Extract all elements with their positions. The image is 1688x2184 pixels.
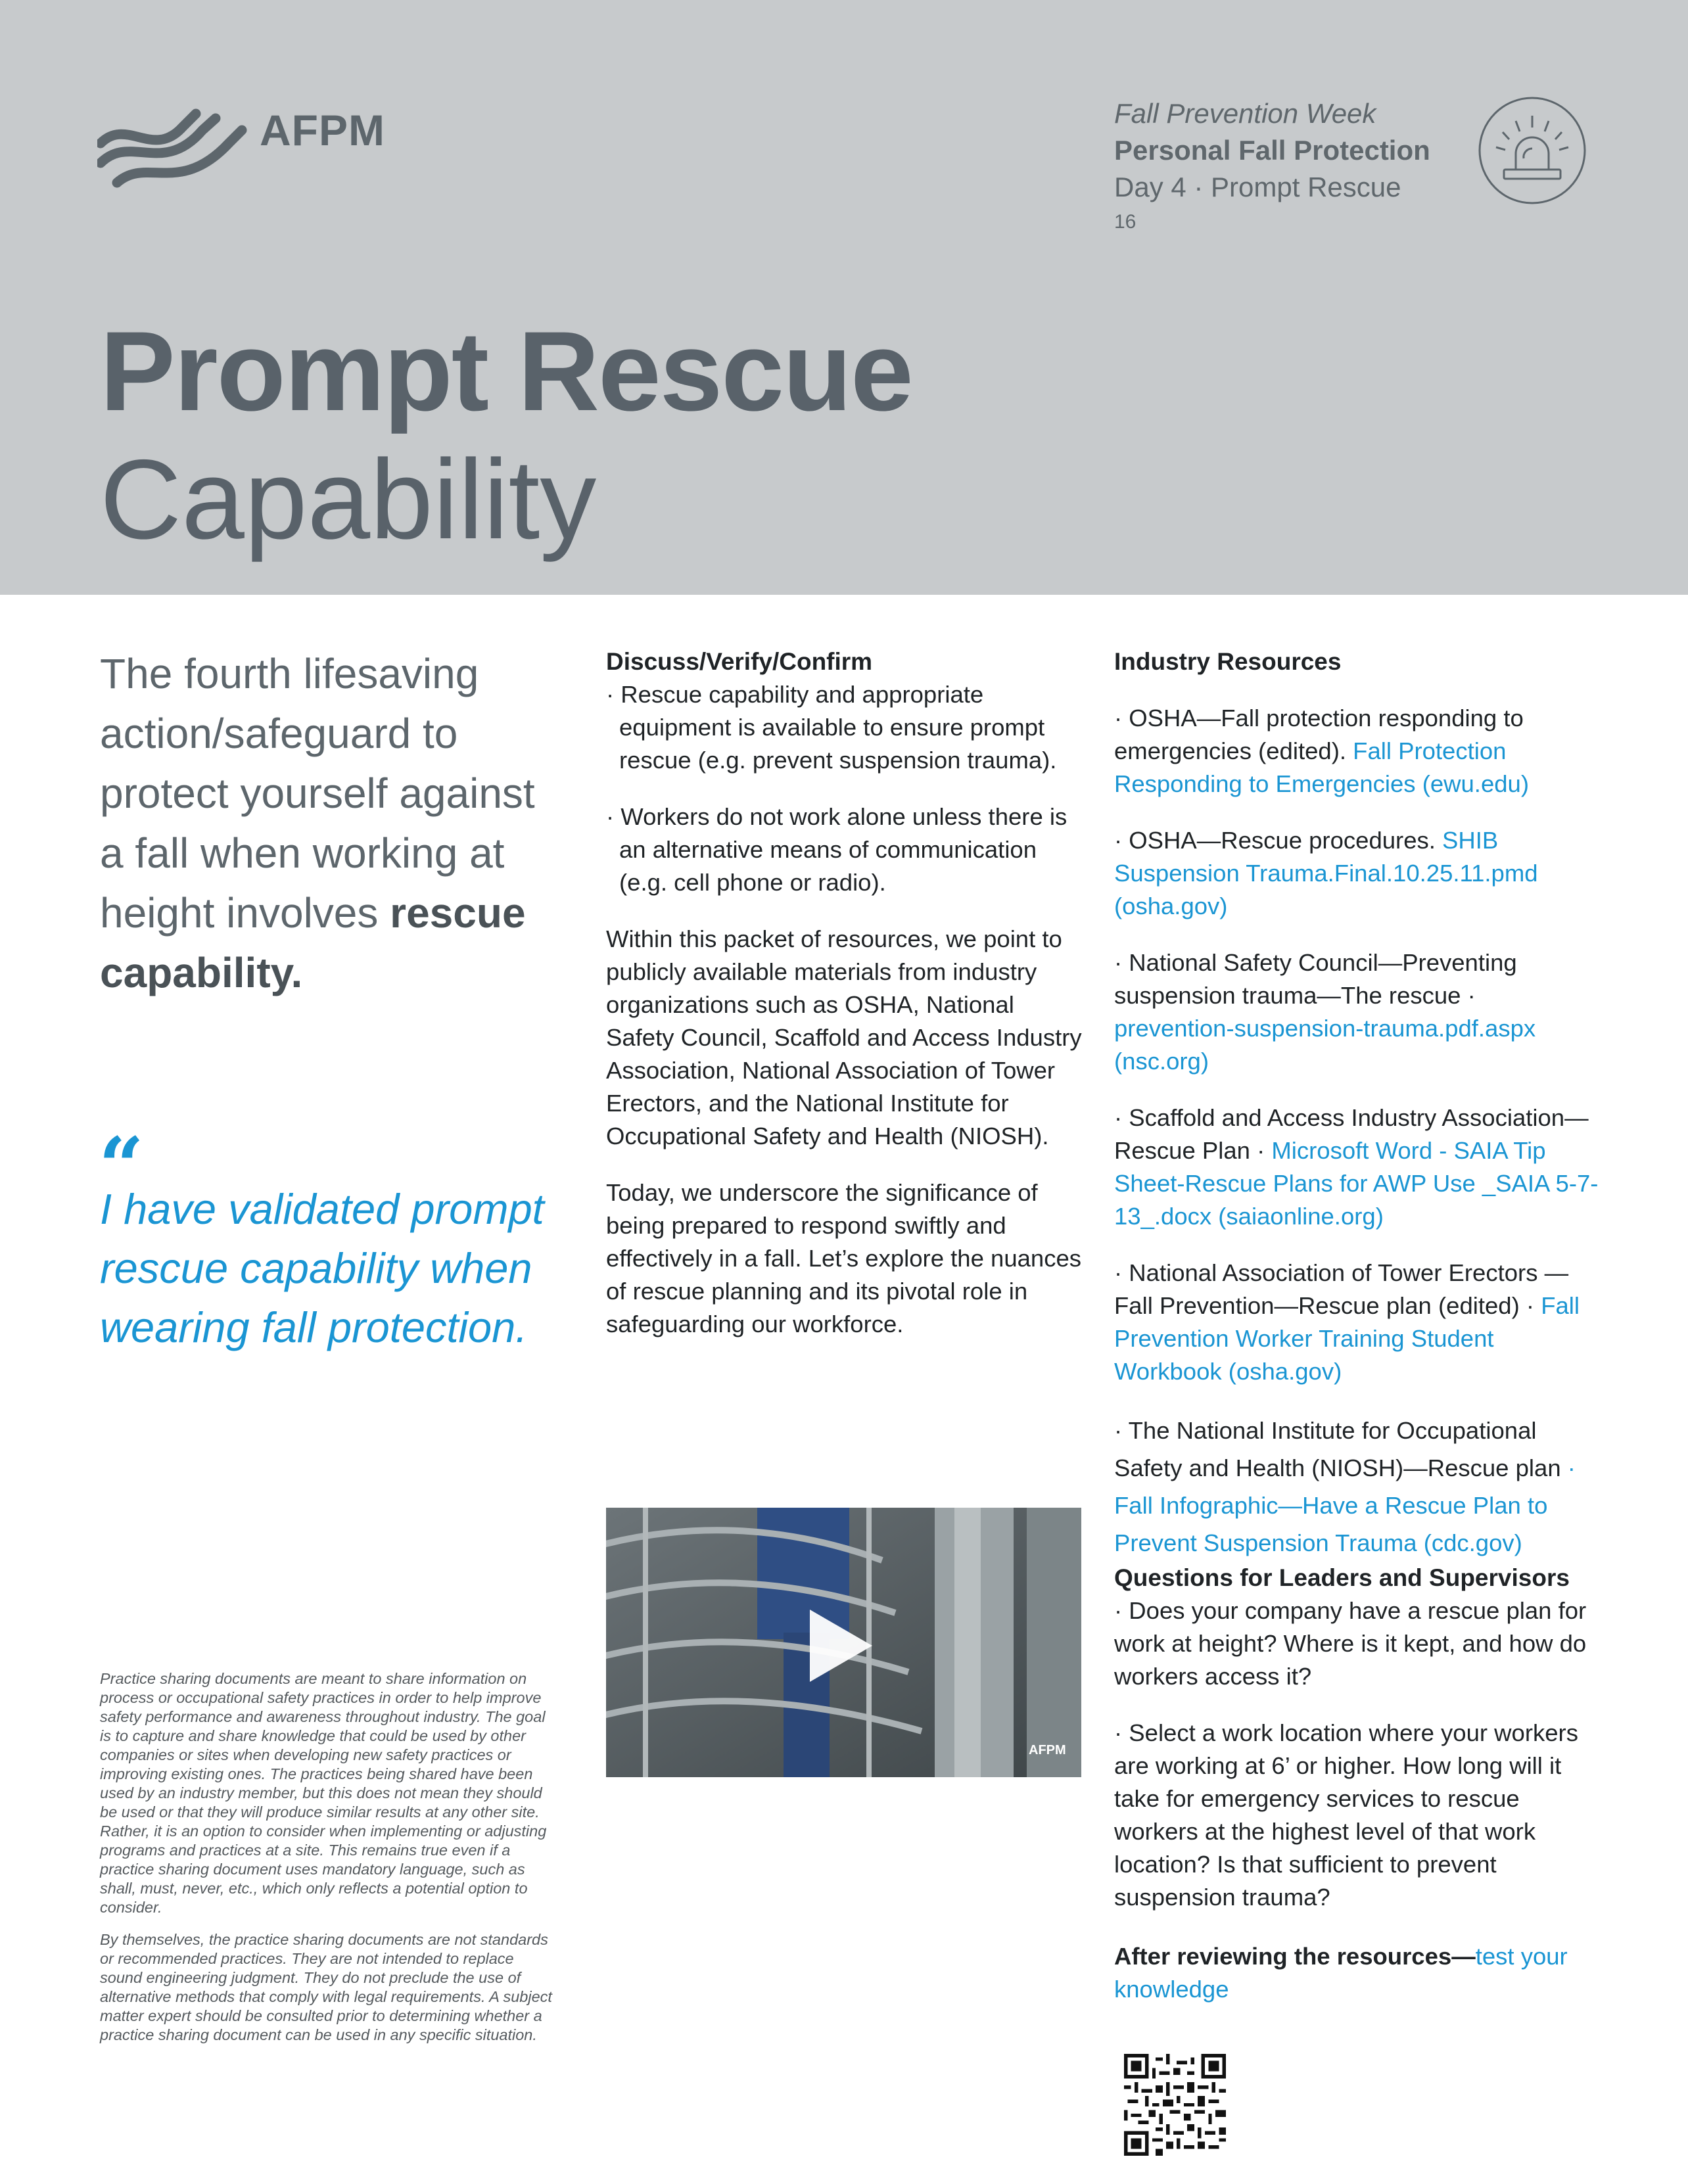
resource-item [1114, 824, 1601, 923]
resource-text: · Scaffold and Access Industry Association—Rescue Plan · [1114, 1104, 1589, 1164]
quote-mark-icon: “ [99, 1120, 145, 1213]
video-player[interactable] [606, 1508, 1081, 1777]
page-subtitle: Capability [100, 436, 597, 563]
test-knowledge-link[interactable]: test your knowledge [1114, 1943, 1568, 2003]
lead-body: The fourth lifesaving action/safeguard to protect yourself against a fall when working at height involves [100, 650, 535, 937]
resource-item [1114, 1257, 1601, 1388]
resource-item [1114, 1102, 1601, 1233]
series-meta [1114, 95, 1430, 239]
resource-text: · The National Institute for Occupational Safety and Health (NIOSH)—Rescue plan [1114, 1417, 1568, 1481]
topic-name: Personal Fall Protection [1114, 135, 1430, 166]
page-title: Prompt Rescue [100, 308, 912, 434]
resources-heading: Industry Resources [1114, 648, 1342, 675]
resource-link[interactable]: Fall Protection Responding to Emergencies (ewu.edu) [1114, 737, 1529, 797]
lead-emphasis: rescue capability. [100, 889, 526, 996]
logo-text: AFPM [260, 106, 385, 154]
cta-text [1114, 1940, 1601, 2006]
resources-column [1114, 645, 1601, 2006]
siren-icon [1478, 96, 1587, 205]
series-name: Fall Prevention Week [1114, 98, 1376, 129]
resource-text: · National Association of Tower Erectors —Fall Prevention—Rescue plan (edited) · [1114, 1259, 1569, 1319]
resource-item [1114, 702, 1601, 801]
discuss-item: · Workers do not work alone unless there is an alternative means of communication (e.g. cell phone or radio). [606, 803, 1067, 896]
resource-link[interactable]: SHIB Suspension Trauma.Final.10.25.11.pmd (osha.gov) [1114, 827, 1538, 919]
resource-item [1114, 946, 1601, 1078]
resource-text: · OSHA—Rescue procedures. [1114, 827, 1443, 854]
resource-text: · OSHA—Fall protection responding to emergencies (edited). [1114, 705, 1524, 764]
day-label: Day 4 · Prompt Rescue [1114, 172, 1401, 202]
question-item: · Select a work location where your workers are working at 6’ or higher. How long will it take for emergency services to rescue workers at the highest level of that work location? Is that sufficient to prevent suspension trauma? [1114, 1719, 1578, 1911]
cta-bold: After reviewing the resources— [1114, 1943, 1476, 1970]
page-number: 16 [1114, 211, 1137, 233]
discuss-column [606, 645, 1086, 1364]
qr-code-icon[interactable] [1124, 2054, 1226, 2156]
resource-link[interactable]: · Fall Infographic—Have a Rescue Plan to Prevent Suspension Trauma (cdc.gov) [1114, 1454, 1576, 1556]
disclaimer [100, 1669, 560, 2058]
discuss-paragraph: Within this packet of resources, we point to publicly available materials from industry organizations such as OSHA, National Safety Council, Scaffold and Access Industry Association, National Association of Tower Erectors, and the National Institute for Occupational Safety and Health (NIOSH). [606, 925, 1082, 1150]
disclaimer-paragraph: Practice sharing documents are meant to share information on process or occupational safety practices in order to help improve safety performance and awareness throughout industry. The goal is to capture and share knowledge that could be used by other companies or sites when developing new safety practices or improving existing ones. The practices being shared have been used by an industry member, but this does not mean they should be used or that they will produce similar results at any other site. Rather, it is an option to consider when implementing or adjusting programs and practices at a site. This remains true even if a practice sharing document uses mandatory language, such as shall, must, never, etc., which only reflects a potential option to consider. [100, 1670, 547, 1916]
question-item: · Does your company have a rescue plan for work at height? Where is it kept, and how do workers access it? [1114, 1597, 1587, 1690]
disclaimer-paragraph: By themselves, the practice sharing documents are not standards or recommended practices. They are not intended to replace sound engineering judgment. They do not preclude the use of alternative methods that comply with legal requirements. A subject matter expert should be consulted prior to determining whether a practice sharing document can be used in any specific situation. [100, 1931, 552, 2043]
discuss-item: · Rescue capability and appropriate equipment is available to ensure prompt rescue (e.g. prevent suspension trauma). [606, 681, 1057, 774]
resource-link[interactable]: Microsoft Word - SAIA Tip Sheet-Rescue Plans for AWP Use _SAIA 5-7-13_.docx (saiaonline.org) [1114, 1137, 1599, 1230]
questions-heading: Questions for Leaders and Supervisors [1114, 1564, 1570, 1591]
resource-text: · National Safety Council—Preventing suspension trauma—The rescue · [1114, 949, 1517, 1009]
lead-text [100, 644, 547, 1003]
resource-item [1114, 1412, 1601, 1562]
video-watermark: AFPM [1029, 1743, 1066, 1757]
resource-link[interactable]: Fall Prevention Worker Training Student Workbook (osha.gov) [1114, 1292, 1580, 1385]
discuss-heading: Discuss/Verify/Confirm [606, 648, 873, 675]
resource-link[interactable]: prevention-suspension-trauma.pdf.aspx (nsc.org) [1114, 1015, 1536, 1075]
discuss-paragraph: Today, we underscore the significance of being prepared to respond swiftly and effectively in a fall. Let’s explore the nuances of rescue planning and its pivotal role in safeguarding our workforce. [606, 1179, 1082, 1337]
pull-quote: I have validated prompt rescue capability when wearing fall protection. [100, 1185, 544, 1351]
